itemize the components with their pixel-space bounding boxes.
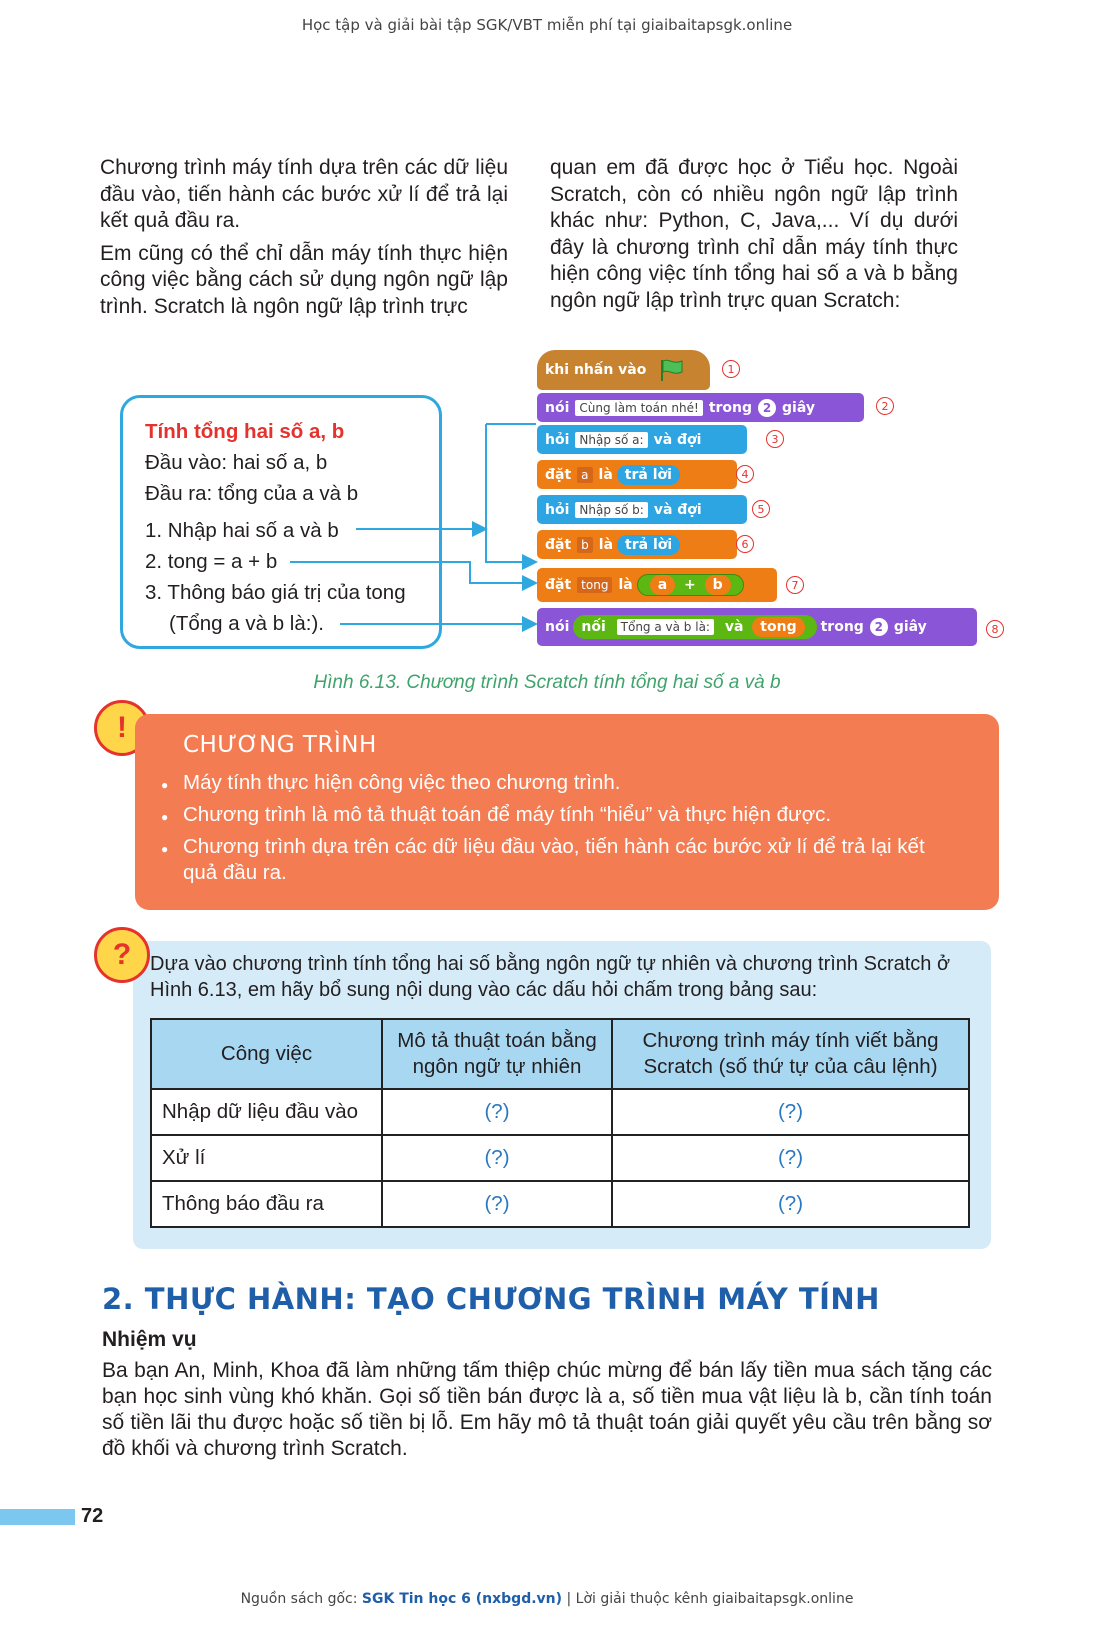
- algorithm-output: Đầu ra: tổng của a và b: [145, 482, 359, 505]
- block-number: 2: [870, 618, 888, 636]
- block-label: khi nhấn vào: [545, 362, 647, 378]
- page-number: 72: [81, 1505, 104, 1527]
- table-cell: Xử lí: [151, 1135, 382, 1181]
- scratch-block-1: [537, 350, 710, 390]
- footer-suffix: | Lời giải thuộc kênh giaibaitapsgk.online: [566, 1591, 854, 1607]
- worksheet-table: [150, 1018, 970, 1228]
- figure-caption: Hình 6.13. Chương trình Scratch tính tổng hai số a và b: [313, 672, 781, 693]
- section-title: 2. THỰC HÀNH: TẠO CHƯƠNG TRÌNH MÁY TÍNH: [102, 1282, 880, 1316]
- algorithm-input: Đầu vào: hai số a, b: [145, 451, 328, 474]
- block-reporter: trả lời: [617, 465, 680, 485]
- block-label: là: [598, 466, 613, 483]
- block-input: Cùng làm toán nhé!: [575, 400, 702, 416]
- scratch-block-8: [537, 608, 977, 646]
- block-label: nói: [545, 399, 570, 416]
- table-header-row: [151, 1019, 969, 1089]
- table-cell[interactable]: (?): [382, 1181, 612, 1227]
- step-marker-6: 6: [736, 535, 754, 553]
- block-label: đặt: [545, 577, 572, 593]
- scratch-block-5: [537, 495, 747, 524]
- table-cell[interactable]: (?): [612, 1089, 969, 1135]
- table-cell[interactable]: (?): [382, 1089, 612, 1135]
- block-label: hỏi: [545, 501, 570, 518]
- algorithm-step-3: 3. Thông báo giá trị của tong: [145, 581, 406, 604]
- block-label: và đợi: [653, 501, 702, 518]
- summary-box: [135, 714, 999, 910]
- green-flag-icon: [656, 357, 686, 383]
- block-label: là: [618, 577, 633, 593]
- block-number: 2: [758, 399, 776, 417]
- table-row: [151, 1089, 969, 1135]
- summary-title: CHƯƠNG TRÌNH: [183, 732, 377, 758]
- step-marker-8: 8: [986, 620, 1004, 638]
- block-label: đặt: [545, 536, 572, 553]
- footer-book-link[interactable]: SGK Tin học 6 (nxbgd.vn): [361, 1591, 563, 1607]
- block-join: [573, 615, 816, 639]
- block-label: giây: [782, 399, 815, 416]
- footer-prefix: Nguồn sách gốc:: [240, 1591, 358, 1607]
- table-header: Mô tả thuật toán bằng ngôn ngữ tự nhiên: [382, 1019, 612, 1089]
- block-input: Nhập số b:: [575, 502, 647, 518]
- block-label: nối: [581, 619, 606, 635]
- block-label: trong: [708, 399, 753, 416]
- table-cell[interactable]: (?): [612, 1135, 969, 1181]
- intro-paragraph-2: Em cũng có thể chỉ dẫn máy tính thực hiện công việc bằng cách sử dụng ngôn ngữ lập trình. Scratch là ngôn ngữ lập trình trực: [100, 241, 508, 318]
- scratch-block-7: [537, 568, 777, 602]
- step-marker-3: 3: [766, 430, 784, 448]
- step-marker-1: 1: [722, 360, 740, 378]
- table-header: Chương trình máy tính viết bằng Scratch (số thứ tự của câu lệnh): [612, 1019, 969, 1089]
- algorithm-title: Tính tổng hai số a, b: [145, 420, 345, 443]
- question-icon: ?: [94, 927, 150, 983]
- table-row: [151, 1135, 969, 1181]
- intro-paragraph-3: quan em đã được học ở Tiểu học. Ngoài Scratch, còn có nhiều ngôn ngữ lập trình khác như: Python, C, Java,... Ví dụ dưới đây là chương trình chỉ dẫn máy tính thực hiện công việc tính tổng hai số a và b bằng ngôn ngữ lập trình trực quan Scratch:: [550, 156, 958, 312]
- block-input: Tổng a và b là:: [617, 619, 714, 635]
- summary-list: [161, 770, 961, 892]
- block-label: hỏi: [545, 431, 570, 448]
- block-label: nói: [545, 619, 570, 635]
- footer-note: [0, 1591, 1094, 1607]
- table-cell[interactable]: (?): [382, 1135, 612, 1181]
- table-header: Công việc: [151, 1019, 382, 1089]
- block-label: và: [724, 619, 744, 635]
- operator-plus: +: [684, 577, 696, 593]
- block-reporter: trả lời: [617, 535, 680, 555]
- intro-paragraph-1: Chương trình máy tính dựa trên các dữ liệu đầu vào, tiến hành các bước xử lí để trả lại kết quả đầu ra.: [100, 156, 508, 232]
- page-number-bar: [0, 1509, 75, 1525]
- block-input: Nhập số a:: [575, 432, 647, 448]
- idea-icon: !: [94, 700, 150, 756]
- task-text: Ba bạn An, Minh, Khoa đã làm những tấm thiệp chúc mừng để bán lấy tiền mua sách tặng các bạn học sinh vùng khó khăn. Gọi số tiền bán được là a, số tiền mua vật liệu là b, cần tính toán số tiền lãi thu được hoặc số tiền bị lỗ. Em hãy mô tả thuật toán giải quyết yêu cầu trên bằng sơ đồ khối và chương trình Scratch.: [102, 1359, 992, 1460]
- block-variable: tong: [577, 577, 612, 593]
- summary-bullet: ● Máy tính thực hiện công việc theo chương trình.: [161, 770, 961, 796]
- block-label: và đợi: [653, 431, 702, 448]
- step-marker-5: 5: [752, 500, 770, 518]
- scratch-block-3: [537, 425, 747, 454]
- step-marker-2: 2: [876, 397, 894, 415]
- block-variable: b: [577, 537, 593, 553]
- block-label: là: [598, 536, 614, 553]
- scratch-block-6: [537, 530, 737, 559]
- step-marker-7: 7: [786, 576, 804, 594]
- table-cell: Nhập dữ liệu đầu vào: [151, 1089, 382, 1135]
- block-operator: [637, 574, 744, 596]
- block-variable: tong: [752, 617, 804, 637]
- operator-a: a: [650, 575, 675, 595]
- table-cell[interactable]: (?): [612, 1181, 969, 1227]
- block-label: trong: [820, 619, 864, 635]
- block-label: giây: [893, 619, 927, 635]
- algorithm-step-2: 2. tong = a + b: [145, 550, 278, 573]
- algorithm-step-1: 1. Nhập hai số a và b: [145, 519, 339, 542]
- summary-bullet: ● Chương trình dựa trên các dữ liệu đầu vào, tiến hành các bước xử lí để trả lại kết quả đầu ra.: [161, 834, 961, 886]
- table-cell: Thông báo đầu ra: [151, 1181, 382, 1227]
- algorithm-step-3b: (Tổng a và b là:).: [169, 612, 324, 635]
- section-subtitle: Nhiệm vụ: [102, 1328, 197, 1351]
- summary-bullet: ● Chương trình là mô tả thuật toán để máy tính “hiểu” và thực hiện được.: [161, 802, 961, 828]
- header-note: Học tập và giải bài tập SGK/VBT miễn phí tại giaibaitapsgk.online: [301, 16, 793, 34]
- table-row: [151, 1181, 969, 1227]
- scratch-block-4: [537, 460, 737, 489]
- block-label: đặt: [545, 466, 572, 483]
- question-text: Dựa vào chương trình tính tổng hai số bằng ngôn ngữ tự nhiên và chương trình Scratch ở Hình 6.13, em hãy bổ sung nội dung vào các dấu hỏi chấm trong bảng sau:: [150, 953, 951, 1001]
- block-variable: a: [577, 467, 592, 483]
- scratch-block-2: [537, 393, 864, 422]
- step-marker-4: 4: [736, 465, 754, 483]
- operator-b: b: [705, 575, 731, 595]
